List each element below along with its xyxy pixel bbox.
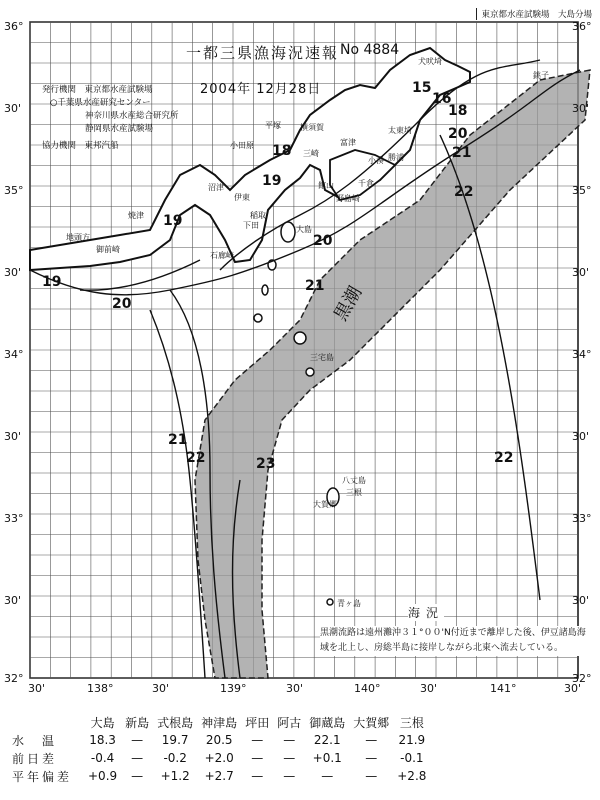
latitude-label: 36° <box>4 20 24 33</box>
miyakejima-island <box>294 332 306 344</box>
isotherm-label: 21 <box>168 432 188 448</box>
agency-line: 神奈川県水産総合研究所 <box>85 111 179 121</box>
place-label: 御前崎 <box>96 245 120 254</box>
table-cell: 22.1 <box>313 733 341 747</box>
place-label: 焼津 <box>128 211 144 220</box>
observation-table <box>8 714 430 785</box>
table-cell: — <box>283 751 296 765</box>
latitude-label: 30' <box>572 430 590 443</box>
table-cell: — <box>283 733 296 747</box>
latitude-label: 32° <box>4 672 24 685</box>
agency-line: 発行機関 東京都水産試験場 <box>42 85 153 95</box>
isotherm-label: 20 <box>313 233 333 249</box>
table-cell: — <box>131 769 144 783</box>
place-label: 小湊 <box>368 156 384 165</box>
column-header: 御蔵島 <box>309 716 346 730</box>
place-label: 下田 <box>243 221 259 230</box>
kozushima-island <box>254 314 262 322</box>
isotherm-label: 20 <box>448 126 468 142</box>
table-cell: — <box>365 733 378 747</box>
longitude-label: 30' <box>28 682 46 695</box>
place-label: 三崎 <box>303 149 319 158</box>
place-label: 青ヶ島 <box>337 599 361 608</box>
place-label: 大賀郷 <box>313 500 337 509</box>
column-header: 神津島 <box>201 716 238 730</box>
isotherm-label: 20 <box>112 296 132 312</box>
agency-line: ○千葉県水産研究センター <box>50 98 151 108</box>
latitude-label: 33° <box>4 512 24 525</box>
table-cell: — <box>131 733 144 747</box>
row-label: 前日差 <box>12 751 58 766</box>
place-label: 稲取 <box>250 211 266 220</box>
table-cell: -0.2 <box>163 751 187 765</box>
isotherm-label: 22 <box>494 450 514 466</box>
table-cell: — <box>251 769 264 783</box>
table-cell: — <box>365 769 378 783</box>
niijima-island <box>262 285 268 295</box>
table-cell: — <box>321 769 334 783</box>
isotherm-label: 22 <box>186 450 206 466</box>
place-label: 小田原 <box>230 141 254 150</box>
column-header: 大賀郷 <box>353 716 390 730</box>
place-label: 石廊崎 <box>210 251 234 260</box>
column-header: 式根島 <box>157 716 194 730</box>
place-label: 沼津 <box>208 183 224 192</box>
isotherm-label: 21 <box>305 278 325 294</box>
place-label: 太東埼 <box>388 126 412 135</box>
latitude-label: 30' <box>572 594 590 607</box>
latitude-label: 30' <box>4 430 22 443</box>
place-label: 八丈島 <box>342 476 366 485</box>
agency-line: 静岡県水産試験場 <box>85 124 154 134</box>
table-cell: 18.3 <box>89 733 116 747</box>
table-cell: -0.1 <box>400 751 424 765</box>
table-cell: 21.9 <box>398 733 426 747</box>
latitude-label: 35° <box>4 184 24 197</box>
aogashima-island <box>327 599 333 605</box>
note-title: 海況 <box>408 606 445 620</box>
place-label: 銚子 <box>533 71 549 80</box>
isotherm-label: 21 <box>452 145 472 161</box>
table-cell: +2.8 <box>397 769 427 783</box>
latitude-label: 30' <box>572 266 590 279</box>
table-cell: +0.9 <box>88 769 118 783</box>
isotherm-label: 19 <box>42 274 62 290</box>
longitude-label: 30' <box>152 682 170 695</box>
table-cell: +2.0 <box>204 751 234 765</box>
place-label: 館山 <box>318 181 334 190</box>
latitude-label: 35° <box>572 184 592 197</box>
longitude-label: 30' <box>286 682 304 695</box>
row-label: 平年偏差 <box>12 769 73 784</box>
sea-condition-note: 黒潮流路は遠州灘沖３１°００'N付近まで離岸した後、伊豆諸島海域を北上し、房総半島に接岸しながら北東へ流去している。 <box>320 626 590 656</box>
column-header: 阿古 <box>277 716 302 730</box>
table-cell: — <box>131 751 144 765</box>
bulletin-date: 2004年 12月28日 <box>200 82 322 97</box>
place-label: 大島 <box>296 225 312 234</box>
place-label: 野島崎 <box>336 194 360 203</box>
isotherm-label: 19 <box>163 213 183 229</box>
column-header: 大島 <box>90 716 115 730</box>
agency-line: 協力機関 東邦汽船 <box>42 141 119 151</box>
place-label: 平塚 <box>265 121 281 130</box>
row-label: 水 温 <box>12 733 58 748</box>
latitude-label: 34° <box>4 348 24 361</box>
place-label: 富津 <box>340 138 356 147</box>
isotherm-label: 18 <box>448 103 468 119</box>
latitude-label: 36° <box>572 20 592 33</box>
table-header-row <box>8 714 430 731</box>
latitude-label: 30' <box>4 266 22 279</box>
place-label: 千倉 <box>358 179 374 188</box>
latitude-label: 30' <box>4 594 22 607</box>
oshima-island <box>281 222 295 242</box>
place-label: 伊東 <box>234 193 250 202</box>
column-header: 坪田 <box>245 716 270 730</box>
isotherm-label: 18 <box>272 143 292 159</box>
place-label: 三宅島 <box>310 353 334 362</box>
longitude-label: 30' <box>564 682 582 695</box>
table-row <box>8 749 430 767</box>
place-label: 三根 <box>346 488 362 497</box>
table-cell: — <box>365 751 378 765</box>
longitude-label: 139° <box>220 682 247 695</box>
table-cell: — <box>251 733 264 747</box>
mikurajima-island <box>306 368 314 376</box>
page-title: 一都三県漁海況速報 <box>186 44 340 62</box>
place-label: 勝浦 <box>388 153 404 162</box>
branch-label: 東京都水産試験場 大島分場 <box>476 8 592 20</box>
table-row <box>8 767 430 785</box>
table-cell: — <box>283 769 296 783</box>
bulletin-number: No 4884 <box>340 42 400 58</box>
isotherm-label: 16 <box>432 91 452 107</box>
isotherm-label: 19 <box>262 173 282 189</box>
longitude-label: 140° <box>354 682 381 695</box>
table-cell: — <box>251 751 264 765</box>
table-cell: 19.7 <box>161 733 189 747</box>
kuroshio-label: 黒潮 <box>330 282 367 325</box>
place-label: 犬吠埼 <box>418 57 442 66</box>
table-row <box>8 731 430 749</box>
longitude-label: 141° <box>490 682 517 695</box>
table-cell: -0.4 <box>90 751 115 765</box>
latitude-label: 30' <box>572 102 590 115</box>
table-cell: +2.7 <box>204 769 234 783</box>
table-cell: +0.1 <box>312 751 342 765</box>
latitude-label: 30' <box>4 102 22 115</box>
latitude-label: 33° <box>572 512 592 525</box>
table-cell: +1.2 <box>160 769 190 783</box>
column-header: 三根 <box>399 716 424 730</box>
latitude-label: 32° <box>572 672 592 685</box>
isotherm-label: 23 <box>256 456 276 472</box>
place-label: 横須賀 <box>300 123 324 132</box>
longitude-label: 138° <box>87 682 114 695</box>
table-cell: 20.5 <box>205 733 233 747</box>
place-label: 地頭方 <box>66 233 90 242</box>
longitude-label: 30' <box>420 682 438 695</box>
isotherm-label: 22 <box>454 184 474 200</box>
latitude-label: 34° <box>572 348 592 361</box>
isotherm-label: 15 <box>412 80 432 96</box>
column-header: 新島 <box>125 716 150 730</box>
